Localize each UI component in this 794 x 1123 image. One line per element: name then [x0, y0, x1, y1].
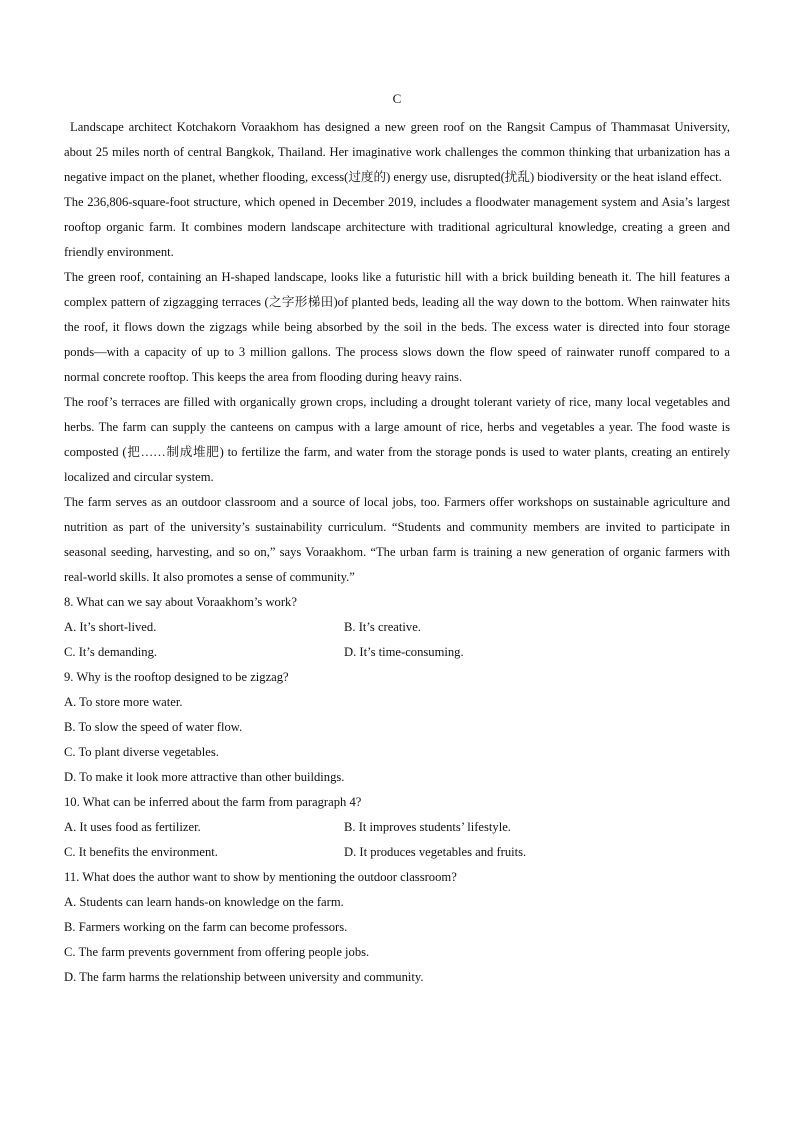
question-options: [64, 815, 730, 865]
option-b[interactable]: B. It improves students’ lifestyle.: [344, 820, 511, 834]
question-10: [64, 790, 730, 865]
option-d[interactable]: D. To make it look more attractive than other buildings.: [64, 770, 345, 784]
question-stem: 8. What can we say about Voraakhom’s work?: [64, 595, 297, 609]
question-stem: 10. What can be inferred about the farm from paragraph 4?: [64, 795, 362, 809]
option-d[interactable]: D. It produces vegetables and fruits.: [344, 845, 527, 859]
passage-paragraph-3: The green roof, containing an H-shaped landscape, looks like a futuristic hill with a brick building beneath it. The hill features a complex pattern of zigzagging terraces (之字形梯田)of planted beds, leading all the way down to the bottom. When rainwater hits the roof, it flows down the zigzags while being absorbed by the soil in the beds. The excess water is directed into four storage ponds—with a capacity of up to 3 million gallons. The process slows down the flow speed of rainwater runoff compared to a normal concrete rooftop. This keeps the area from flooding during heavy rains.: [64, 270, 730, 384]
passage-paragraph-1: Landscape architect Kotchakorn Voraakhom has designed a new green roof on the Rangsit Campus of Thammasat University, about 25 miles north of central Bangkok, Thailand. Her imaginative work challenges the common thinking that urbanization has a negative impact on the planet, whether flooding, excess(过度的) energy use, disrupted(扰乱) biodiversity or the heat island effect.: [64, 120, 730, 184]
option-c[interactable]: C. To plant diverse vegetables.: [64, 745, 219, 759]
option-d[interactable]: D. The farm harms the relationship between university and community.: [64, 970, 424, 984]
option-c[interactable]: C. The farm prevents government from offering people jobs.: [64, 945, 370, 959]
option-a[interactable]: A. To store more water.: [64, 695, 183, 709]
option-d[interactable]: D. It’s time-consuming.: [344, 645, 464, 659]
section-letter: C: [392, 91, 402, 106]
option-a[interactable]: A. It’s short-lived.: [64, 620, 157, 634]
option-a[interactable]: A. It uses food as fertilizer.: [64, 820, 201, 834]
option-c[interactable]: C. It benefits the environment.: [64, 845, 218, 859]
passage-paragraph-4: The roof’s terraces are filled with organically grown crops, including a drought tolerant variety of rice, many local vegetables and herbs. The farm can supply the canteens on campus with a large amount of rice, herbs and vegetables a year. The food waste is composted (把……制成堆肥) to fertilize the farm, and water from the storage ponds is used to water plants, creating an entirely localized and circular system.: [64, 395, 730, 484]
question-9: [64, 665, 730, 790]
option-b[interactable]: B. To slow the speed of water flow.: [64, 720, 243, 734]
question-stem: 11. What does the author want to show by mentioning the outdoor classroom?: [64, 870, 457, 884]
question-options: [64, 615, 730, 665]
question-stem: 9. Why is the rooftop designed to be zigzag?: [64, 670, 289, 684]
option-b[interactable]: B. It’s creative.: [344, 620, 421, 634]
question-8: [64, 590, 730, 665]
option-b[interactable]: B. Farmers working on the farm can become professors.: [64, 920, 348, 934]
reading-passage-and-questions: [64, 115, 730, 990]
option-c[interactable]: C. It’s demanding.: [64, 645, 158, 659]
passage-paragraph-5: The farm serves as an outdoor classroom and a source of local jobs, too. Farmers offer workshops on sustainable agriculture and nutrition as part of the university’s sustainability curriculum. “Students and community members are invited to participate in seasonal seeding, harvesting, and so on,” says Voraakhom. “The urban farm is training a new generation of organic farmers with real-world skills. It also promotes a sense of community.”: [64, 495, 730, 584]
question-11: [64, 865, 730, 990]
passage-paragraph-2: The 236,806-square-foot structure, which opened in December 2019, includes a floodwater management system and Asia’s largest rooftop organic farm. It combines modern landscape architecture with traditional agricultural knowledge, creating a green and friendly environment.: [64, 195, 730, 259]
option-a[interactable]: A. Students can learn hands-on knowledge on the farm.: [64, 895, 344, 909]
